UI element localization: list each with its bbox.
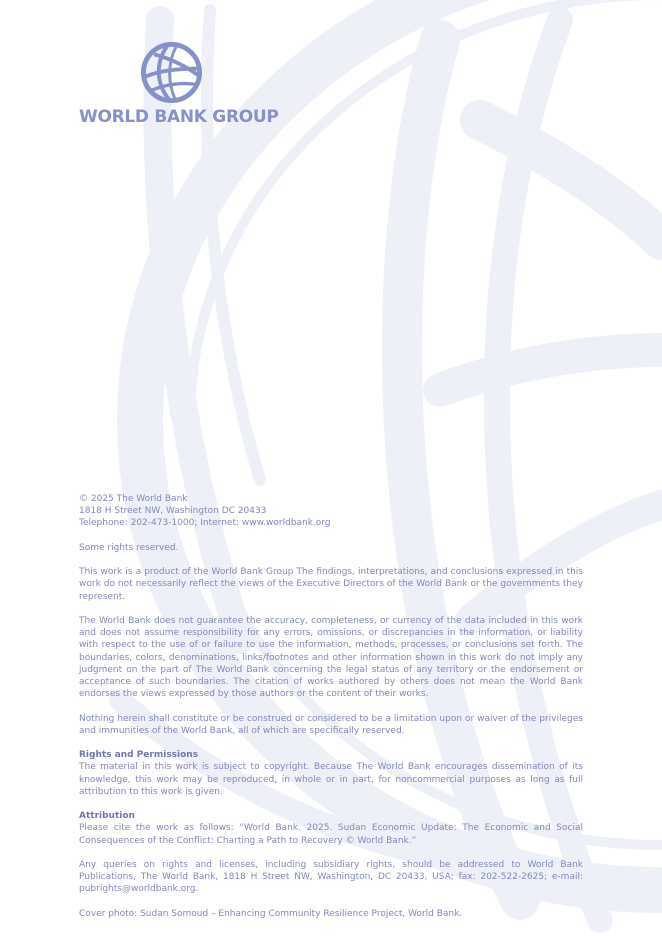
rights-reserved: Some rights reserved. (79, 542, 179, 553)
cover-photo-credit: Cover photo: Sudan Somoud – Enhancing Community Resilience Project, World Bank. (79, 908, 463, 919)
publisher-info (79, 493, 583, 530)
attribution-heading: Attribution (79, 811, 135, 822)
copyright-line: © 2025 The World Bank (79, 494, 188, 504)
publisher-address: 1818 H Street NW, Washington DC 20433 (79, 506, 267, 517)
disclaimer-privileges: Nothing herein shall constitute or be construed or considered to be a limitation upon or waiver of the privileges and immunities of the World Bank, all of which are specifically reserved. (79, 713, 583, 736)
globe-icon (140, 41, 203, 104)
disclaimer-product: This work is a product of the World Bank Group The findings, interpretations, and conclusions expressed in this work do not necessarily reflect the views of the Executive Directors of the World Bank or the governments they represent. (79, 567, 583, 602)
disclaimer-guarantee: The World Bank does not guarantee the accuracy, completeness, or currency of the data included in this work and does not assume responsibility for any errors, omissions, or discrepancies in the information, or liability with respect to the use of or failure to use the information, methods, processes, or conclusions set forth. The boundaries, colors, denominations, links/footnotes and other information shown in this work do not imply any judgment on the part of The World Bank concerning the legal status of any territory or the endorsement or acceptance of such boundaries. The citation of works authored by others does not mean the World Bank endorses the views expressed by those authors or the content of their works. (79, 615, 583, 700)
queries-text: Any queries on rights and licenses, including subsidiary rights, should be addressed to World Bank Publications, The World Bank, 1818 H Street NW, Washington, DC 20433, USA; fax: 202-522-2625; e-mail: pubrights@worldbank.org. (79, 859, 583, 895)
rights-permissions-text: The material in this work is subject to copyright. Because The World Bank encourages dissemination of its knowledge, this work may be reproduced, in whole or in part, for noncommercial purposes as long as full attribution to this work is given. (79, 762, 583, 797)
logo-wordmark: WORLD BANK GROUP (79, 107, 279, 127)
attribution-text: Please cite the work as follows: “World Bank. 2025. Sudan Economic Update: The Economic and Social Consequences of the Conflict: Charting a Path to Recovery © World Bank.” (79, 823, 583, 846)
rights-permissions-heading: Rights and Permissions (79, 750, 199, 761)
copyright-notice (79, 493, 583, 920)
publisher-contact: Telephone: 202-473-1000; Internet: www.worldbank.org (79, 518, 331, 529)
